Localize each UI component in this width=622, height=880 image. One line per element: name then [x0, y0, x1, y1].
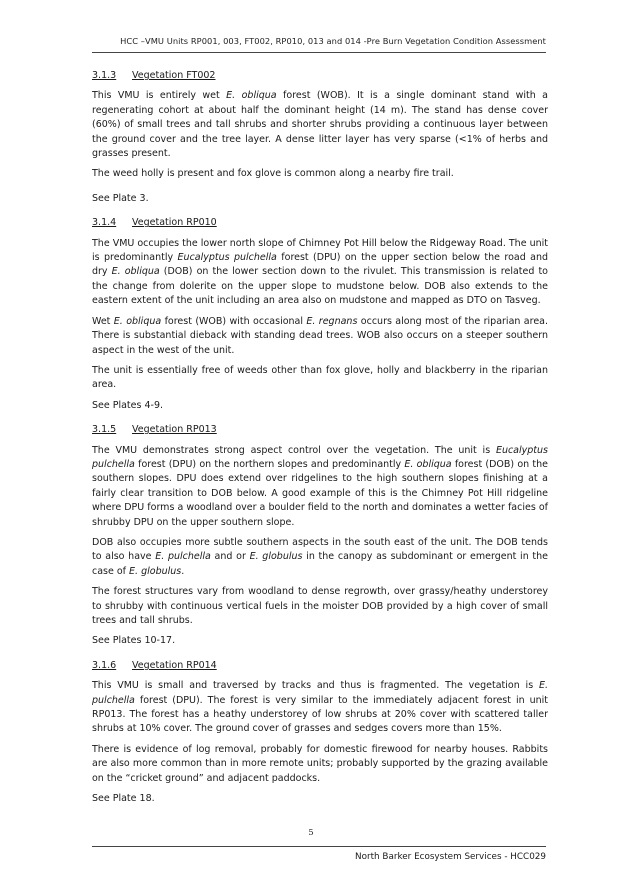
- paragraph: DOB also occupies more subtle southern aspects in the south east of the unit. The DOB tends to also have E. pulchella and or E. globulus in the canopy as subdominant or emergent in the case of E. globulus.: [92, 536, 549, 577]
- plate-reference: See Plates 10-17.: [92, 635, 176, 647]
- section-number: 3.1.6: [92, 659, 117, 671]
- section-title: Vegetation RP013: [132, 424, 217, 436]
- plate-reference: See Plates 4-9.: [92, 399, 164, 411]
- section-number: 3.1.5: [92, 424, 117, 436]
- footer-rule: [92, 846, 546, 847]
- paragraph: Wet E. obliqua forest (WOB) with occasional E. regnans occurs along most of the riparian area. There is substantial dieback with standing dead trees. WOB also occurs on a steeper southern aspect in the west of the unit.: [92, 315, 549, 356]
- section-title: Vegetation RP014: [132, 659, 217, 671]
- paragraph: This VMU is entirely wet E. obliqua forest (WOB). It is a single dominant stand with a regenerating cohort at about half the dominant height (14 m). The stand has dense cover (60%) of small trees and tall shrubs and shorter shrubs providing a continuous layer between the ground cover and the tree layer. A dense litter layer has very sparse (<1% of herbs and grasses present.: [92, 90, 548, 160]
- section-number: 3.1.3: [92, 70, 117, 81]
- paragraph: The forest structures vary from woodland to dense regrowth, over grassy/heathy understorey to shrubby with continuous vertical fuels in the moister DOB provided by a high cover of small trees and tall shrubs.: [92, 586, 548, 626]
- section-title: Vegetation FT002: [132, 70, 216, 81]
- page-body: [92, 69, 548, 812]
- paragraph: The unit is essentially free of weeds other than fox glove, holly and blackberry in the riparian area.: [92, 364, 548, 391]
- section-heading-3-1-6: [92, 659, 548, 673]
- paragraph: This VMU is small and traversed by tracks and thus is fragmented. The vegetation is E. pulchella forest (DPU). The forest is very similar to the immediately adjacent forest in unit RP013. The forest has a heathy understorey of low shrubs at 20% cover with scattered taller shrubs at 10% cover. The ground cover of grasses and sedges covers more than 15%.: [92, 680, 548, 735]
- running-header: HCC –VMU Units RP001, 003, FT002, RP010, 013 and 014 -Pre Burn Vegetation Condition Assessment: [120, 36, 546, 46]
- running-footer: North Barker Ecosystem Services - HCC029: [355, 852, 546, 862]
- section-number: 3.1.4: [92, 217, 117, 229]
- paragraph: The VMU occupies the lower north slope of Chimney Pot Hill below the Ridgeway Road. The unit is predominantly Eucalyptus pulchella forest (DPU) on the upper section below the road and dry E. obliqua (DOB) on the lower section down to the rivulet. This transmission is related to the change from dolerite on the upper slope to mudstone below. DOB also extends to the eastern extent of the unit including an area also on mudstone and mapped as DTO on Tasveg.: [92, 237, 549, 307]
- section-title: Vegetation RP010: [132, 217, 217, 229]
- paragraph: There is evidence of log removal, probably for domestic firewood for nearby houses. Rabbits are also more common than in more remote units; probably supported by the grazing available on the “cricket ground” and adjacent paddocks.: [92, 743, 548, 784]
- plate-reference: See Plate 3.: [92, 192, 149, 204]
- section-heading-3-1-3: [92, 69, 548, 83]
- section-heading-3-1-5: [92, 423, 548, 437]
- section-heading-3-1-4: [92, 216, 548, 230]
- page-number: 5: [308, 827, 314, 837]
- header-rule: [92, 52, 546, 53]
- paragraph: The VMU demonstrates strong aspect control over the vegetation. The unit is Eucalyptus pulchella forest (DPU) on the northern slopes and predominantly E. obliqua forest (DOB) on the southern slopes. DPU does extend over ridgelines to the high southern slopes finishing at a fairly clear transition to DOB below. A good example of this is the Chimney Pot Hill ridgeline where DPU forms a woodland over a boulder field to the north and dominates a wetter facies of shrubby DPU on the upper southern slope.: [92, 444, 548, 528]
- paragraph: The weed holly is present and fox glove is common along a nearby fire trail.: [92, 168, 454, 180]
- plate-reference: See Plate 18.: [92, 793, 155, 805]
